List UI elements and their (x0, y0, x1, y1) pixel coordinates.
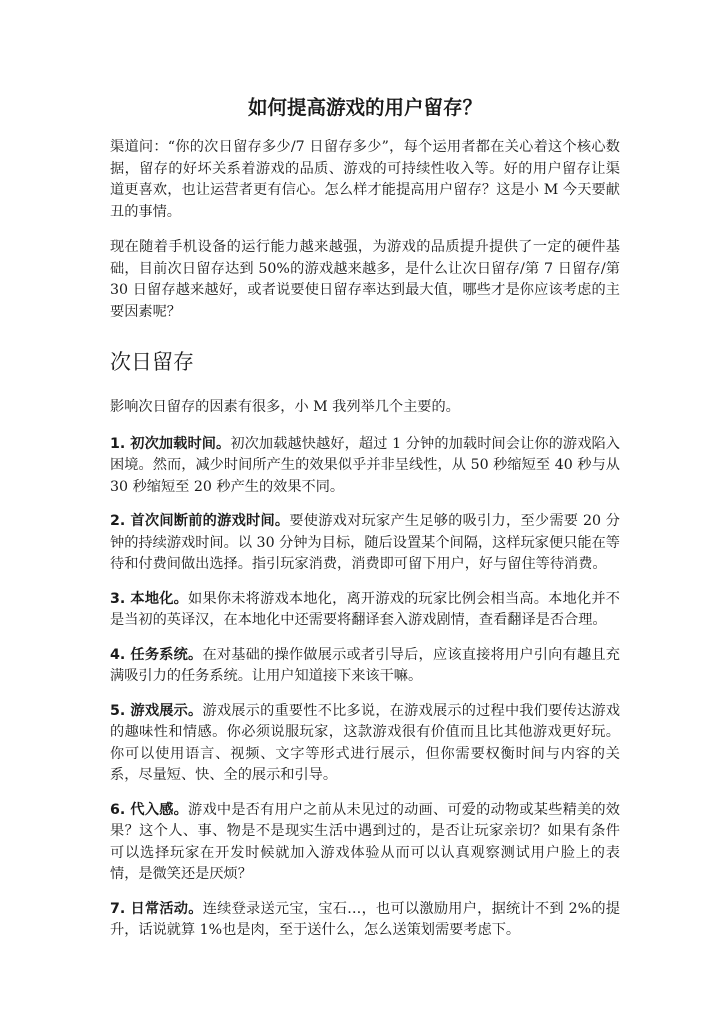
item-text: 游戏中是否有用户之前从未见过的动画、可爱的动物或某些精美的效果？这个人、事、物是不是现实生活中遇到过的，是否让玩家亲切？如果有条件可以选择玩家在开发时候就加入游戏体验从而可以认真观察测试用户脸上的表情，是微笑还是厌烦？ (110, 801, 620, 882)
item-heading: 4. 任务系统。 (110, 646, 203, 663)
list-item (110, 899, 620, 942)
factor-list (110, 434, 620, 942)
list-item (110, 434, 620, 499)
item-heading: 1. 初次加载时间。 (110, 435, 231, 452)
item-heading: 2. 首次间断前的游戏时间。 (110, 513, 290, 529)
document-title: 如何提高游戏的用户留存？ (247, 96, 482, 119)
section-title: 次日留存 (110, 350, 194, 374)
intro-paragraph-1: 渠道问：“你的次日留存多少/7 日留存多少”，每个运用者都在关心着这个核心数据，留存的好坏关系着游戏的品质、游戏的可持续性收入等。好的用户留存让渠道更喜欢，也让运营者更有信心。怎么样才能提高用户留存？这是小 M 今天要献丑的事情。 (110, 139, 620, 220)
item-text: 在对基础的操作做展示或者引导后，应该直接将用户引向有趣且充满吸引力的任务系统。让用户知道接下来该干嘛。 (110, 646, 620, 684)
item-text: 连续登录送元宝，宝石…，也可以激励用户，据统计不到 2%的提升，话说就算 1%也是肉，至于送什么，怎么送策划需要考虑下。 (110, 900, 620, 938)
item-heading: 7. 日常活动。 (110, 900, 203, 917)
section-intro: 影响次日留存的因素有很多，小 M 我列举几个主要的。 (110, 399, 460, 415)
item-text: 游戏展示的重要性不比多说，在游戏展示的过程中我们要传达游戏的趣味性和情感。你必须说服玩家，这款游戏很有价值而且比其他游戏更好玩。你可以使用语言、视频、文字等形式进行展示，但你需要权衡时间与内容的关系，尽量短、快、全的展示和引导。 (110, 702, 620, 783)
item-text: 要使游戏对玩家产生足够的吸引力，至少需要 20 分钟的持续游戏时间。以 30 分钟为目标，随后设置某个间隔，这样玩家便只能在等待和付费间做出选择。指引玩家消费，消费即可留下用户，好与留住等待消费。 (110, 513, 620, 572)
item-heading: 3. 本地化。 (110, 590, 189, 607)
item-text: 如果你未将游戏本地化，离开游戏的玩家比例会相当高。本地化并不是当初的英译汉，在本地化中还需要将翻译套入游戏剧情，查看翻译是否合理。 (110, 590, 620, 628)
item-text: 初次加载越快越好，超过 1 分钟的加载时间会让你的游戏陷入困境。然而，减少时间所产生的效果似乎并非呈线性，从 50 秒缩短至 40 秒与从 30 秒缩短至 20 秒产生的效果不同。 (110, 435, 620, 495)
intro-paragraph-2: 现在随着手机设备的运行能力越来越强，为游戏的品质提升提供了一定的硬件基础，目前次日留存达到 50%的游戏越来越多，是什么让次日留存/第 7 日留存/第 30 日留存越来越好，或者说要使日留存率达到最大值，哪些才是你应该考虑的主要因素呢？ (110, 239, 620, 320)
item-heading: 5. 游戏展示。 (110, 702, 203, 719)
list-item (110, 701, 620, 787)
list-item (110, 645, 620, 688)
item-heading: 6. 代入感。 (110, 801, 189, 818)
list-item (110, 800, 620, 886)
list-item (110, 589, 620, 632)
list-item (110, 511, 620, 576)
